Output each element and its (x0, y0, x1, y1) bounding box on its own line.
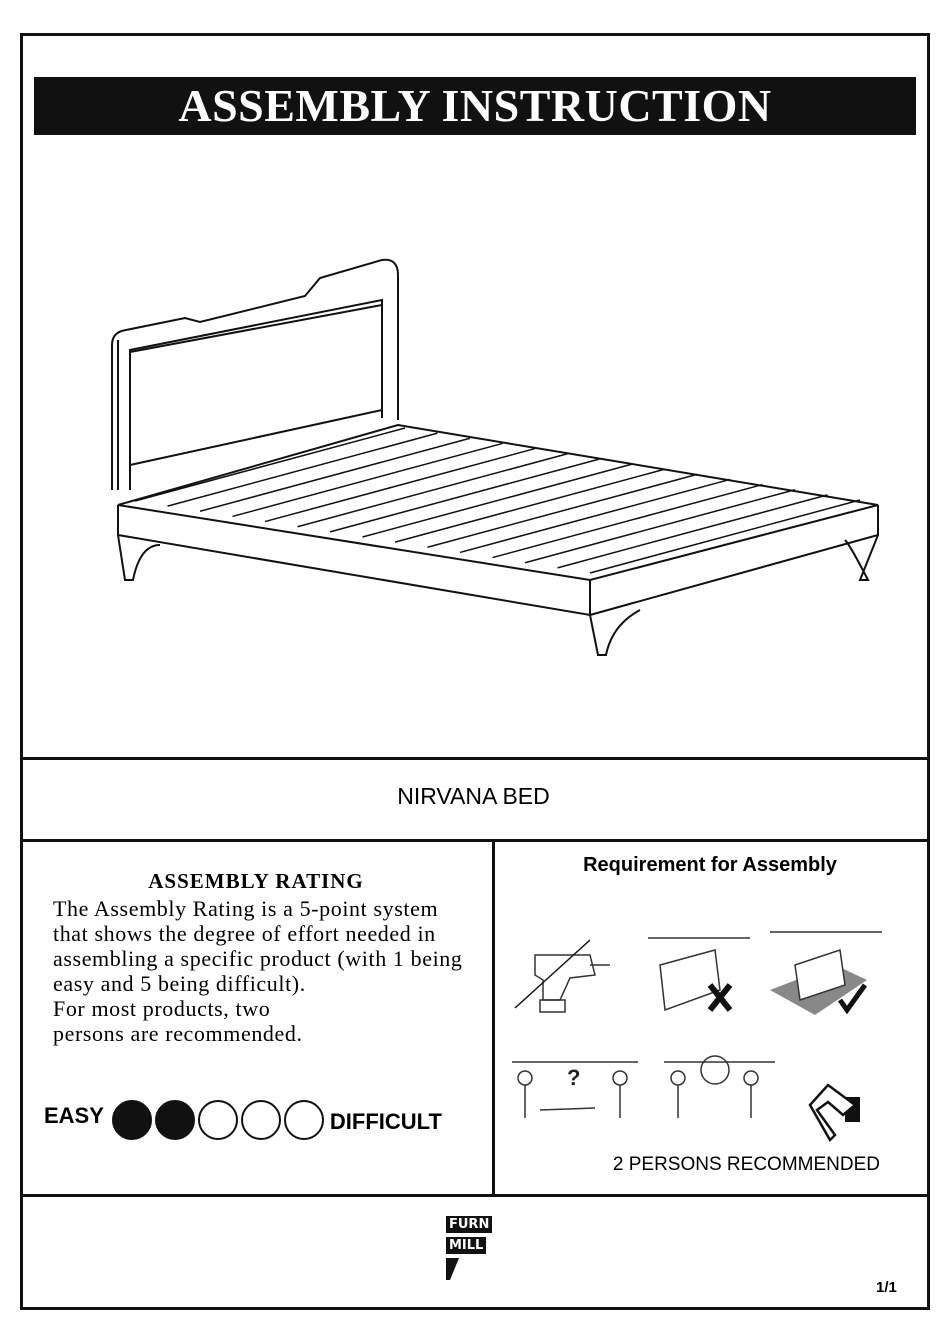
soft-surface-icon (770, 932, 882, 1015)
bed-slat (525, 490, 795, 563)
rating-note-1: For most products, two (53, 996, 271, 1021)
rating-circle-empty (284, 1100, 324, 1140)
bed-slat (558, 495, 828, 568)
rating-description (53, 896, 473, 1046)
bed-slat (395, 469, 665, 542)
bed-slat (363, 464, 633, 537)
confused-persons-icon (512, 1062, 638, 1118)
bed-slat (265, 449, 535, 522)
bed-slat (135, 428, 405, 501)
divider (20, 757, 927, 760)
bed-slat (428, 474, 698, 547)
rating-circle-filled (112, 1100, 152, 1140)
requirements-title: Requirement for Assembly (583, 854, 837, 876)
divider (20, 839, 927, 842)
logo-line-2: MILL (446, 1237, 486, 1254)
easy-label: EASY (44, 1103, 104, 1128)
bed-slat (460, 479, 730, 552)
svg-text:?: ? (567, 1065, 581, 1090)
rating-circle-empty (241, 1100, 281, 1140)
difficult-label: DIFFICULT (329, 1109, 442, 1134)
page-title: ASSEMBLY INSTRUCTION (34, 77, 916, 135)
page-number: 1/1 (876, 1279, 897, 1296)
hand-tool-icon (810, 1085, 860, 1140)
rating-circle-filled (155, 1100, 195, 1140)
bed-slat (590, 500, 860, 573)
rating-note-2: persons are recommended. (53, 1021, 303, 1046)
bed-slat (298, 454, 568, 527)
product-name: NIRVANA BED (397, 783, 550, 809)
rating-circle-empty (198, 1100, 238, 1140)
bed-slat (200, 438, 470, 511)
bed-slat (330, 459, 600, 532)
rating-title: ASSEMBLY RATING (148, 869, 364, 893)
bed-slat (233, 443, 503, 516)
no-hard-floor-icon (648, 938, 750, 1010)
logo-line-1: FURN (446, 1216, 492, 1233)
bed-slat (168, 433, 438, 506)
furnmill-logo (446, 1216, 492, 1282)
read-manual-icon (664, 1056, 775, 1118)
divider (20, 1194, 927, 1197)
rating-scale (44, 1100, 442, 1140)
persons-recommended: 2 PERSONS RECOMMENDED (612, 1154, 880, 1175)
rating-description-text: The Assembly Rating is a 5-point system that shows the degree of effort needed in assembling a specific product (with 1 being easy and 5 being difficult). (53, 896, 463, 996)
no-power-drill-icon (515, 940, 610, 1012)
